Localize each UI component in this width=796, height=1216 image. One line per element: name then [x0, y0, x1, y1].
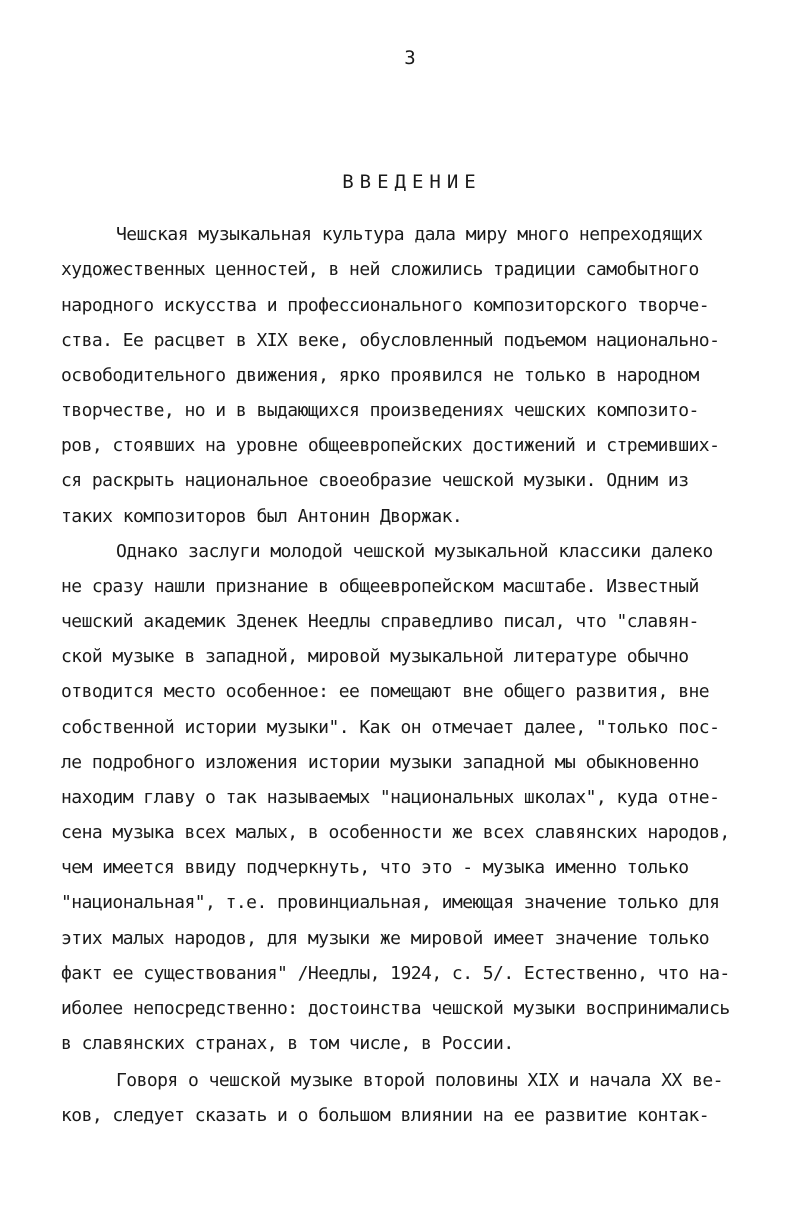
text-line: Однако заслуги молодой чешской музыкальной классики далеко [116, 541, 713, 562]
text-line: чем имеется ввиду подчеркнуть, что это - музыка именно только [61, 857, 689, 878]
text-line: "национальная", т.е. провинциальная, имеющая значение только для [61, 892, 720, 913]
text-line: иболее непосредственно: достоинства чешской музыки воспринимались [61, 998, 730, 1019]
text-line: ров, стоявших на уровне общеевропейских достижений и стремивших- [61, 435, 720, 456]
text-line: ской музыке в западной, мировой музыкальной литературе обычно [61, 646, 689, 667]
text-line: художественных ценностей, в ней сложились традиции самобытного [61, 259, 699, 280]
text-line: сена музыка всех малых, в особенности же всех славянских народов, [61, 822, 730, 843]
text-line: не сразу нашли признание в общеевропейском масштабе. Известный [61, 576, 699, 597]
text-line: этих малых народов, для музыки же мировой имеет значение только [61, 928, 710, 949]
text-line: находим главу о так называемых "национальных школах", куда отне- [61, 787, 720, 808]
text-line: чешский академик Зденек Неедлы справедливо писал, что "славян- [61, 611, 699, 632]
text-line: народного искусства и профессионального композиторского творче- [61, 295, 710, 316]
text-line: в славянских странах, в том числе, в России. [61, 1033, 514, 1054]
text-line: отводится место особенное: ее помещают вне общего развития, вне [61, 681, 710, 702]
text-line: собственной истории музыки". Как он отмечает далее, "только пос- [61, 717, 720, 738]
text-line: факт ее существования" /Неедлы, 1924, с. 5/. Естественно, что на- [61, 963, 730, 984]
text-line: ся раскрыть национальное своеобразие чешской музыки. Одним из [61, 470, 689, 491]
text-line: таких композиторов был Антонин Дворжак. [61, 506, 463, 527]
text-line: ков, следует сказать и о большом влиянии на ее развитие контак- [61, 1105, 710, 1126]
text-line: Чешская музыкальная культура дала миру много непреходящих [116, 224, 703, 245]
text-line: ства. Ее расцвет в XIX веке, обусловленный подъемом национально- [61, 330, 720, 351]
text-line: ле подробного изложения истории музыки западной мы обыкновенно [61, 752, 699, 773]
text-line: освободительного движения, ярко проявился не только в народном [61, 365, 699, 386]
page-number: 3 [404, 47, 416, 69]
section-heading: ВВЕДЕНИЕ [342, 171, 482, 193]
text-line: творчестве, но и в выдающихся произведениях чешских композито- [61, 400, 699, 421]
text-line: Говоря о чешской музыке второй половины XIX и начала XX ве- [116, 1070, 723, 1091]
